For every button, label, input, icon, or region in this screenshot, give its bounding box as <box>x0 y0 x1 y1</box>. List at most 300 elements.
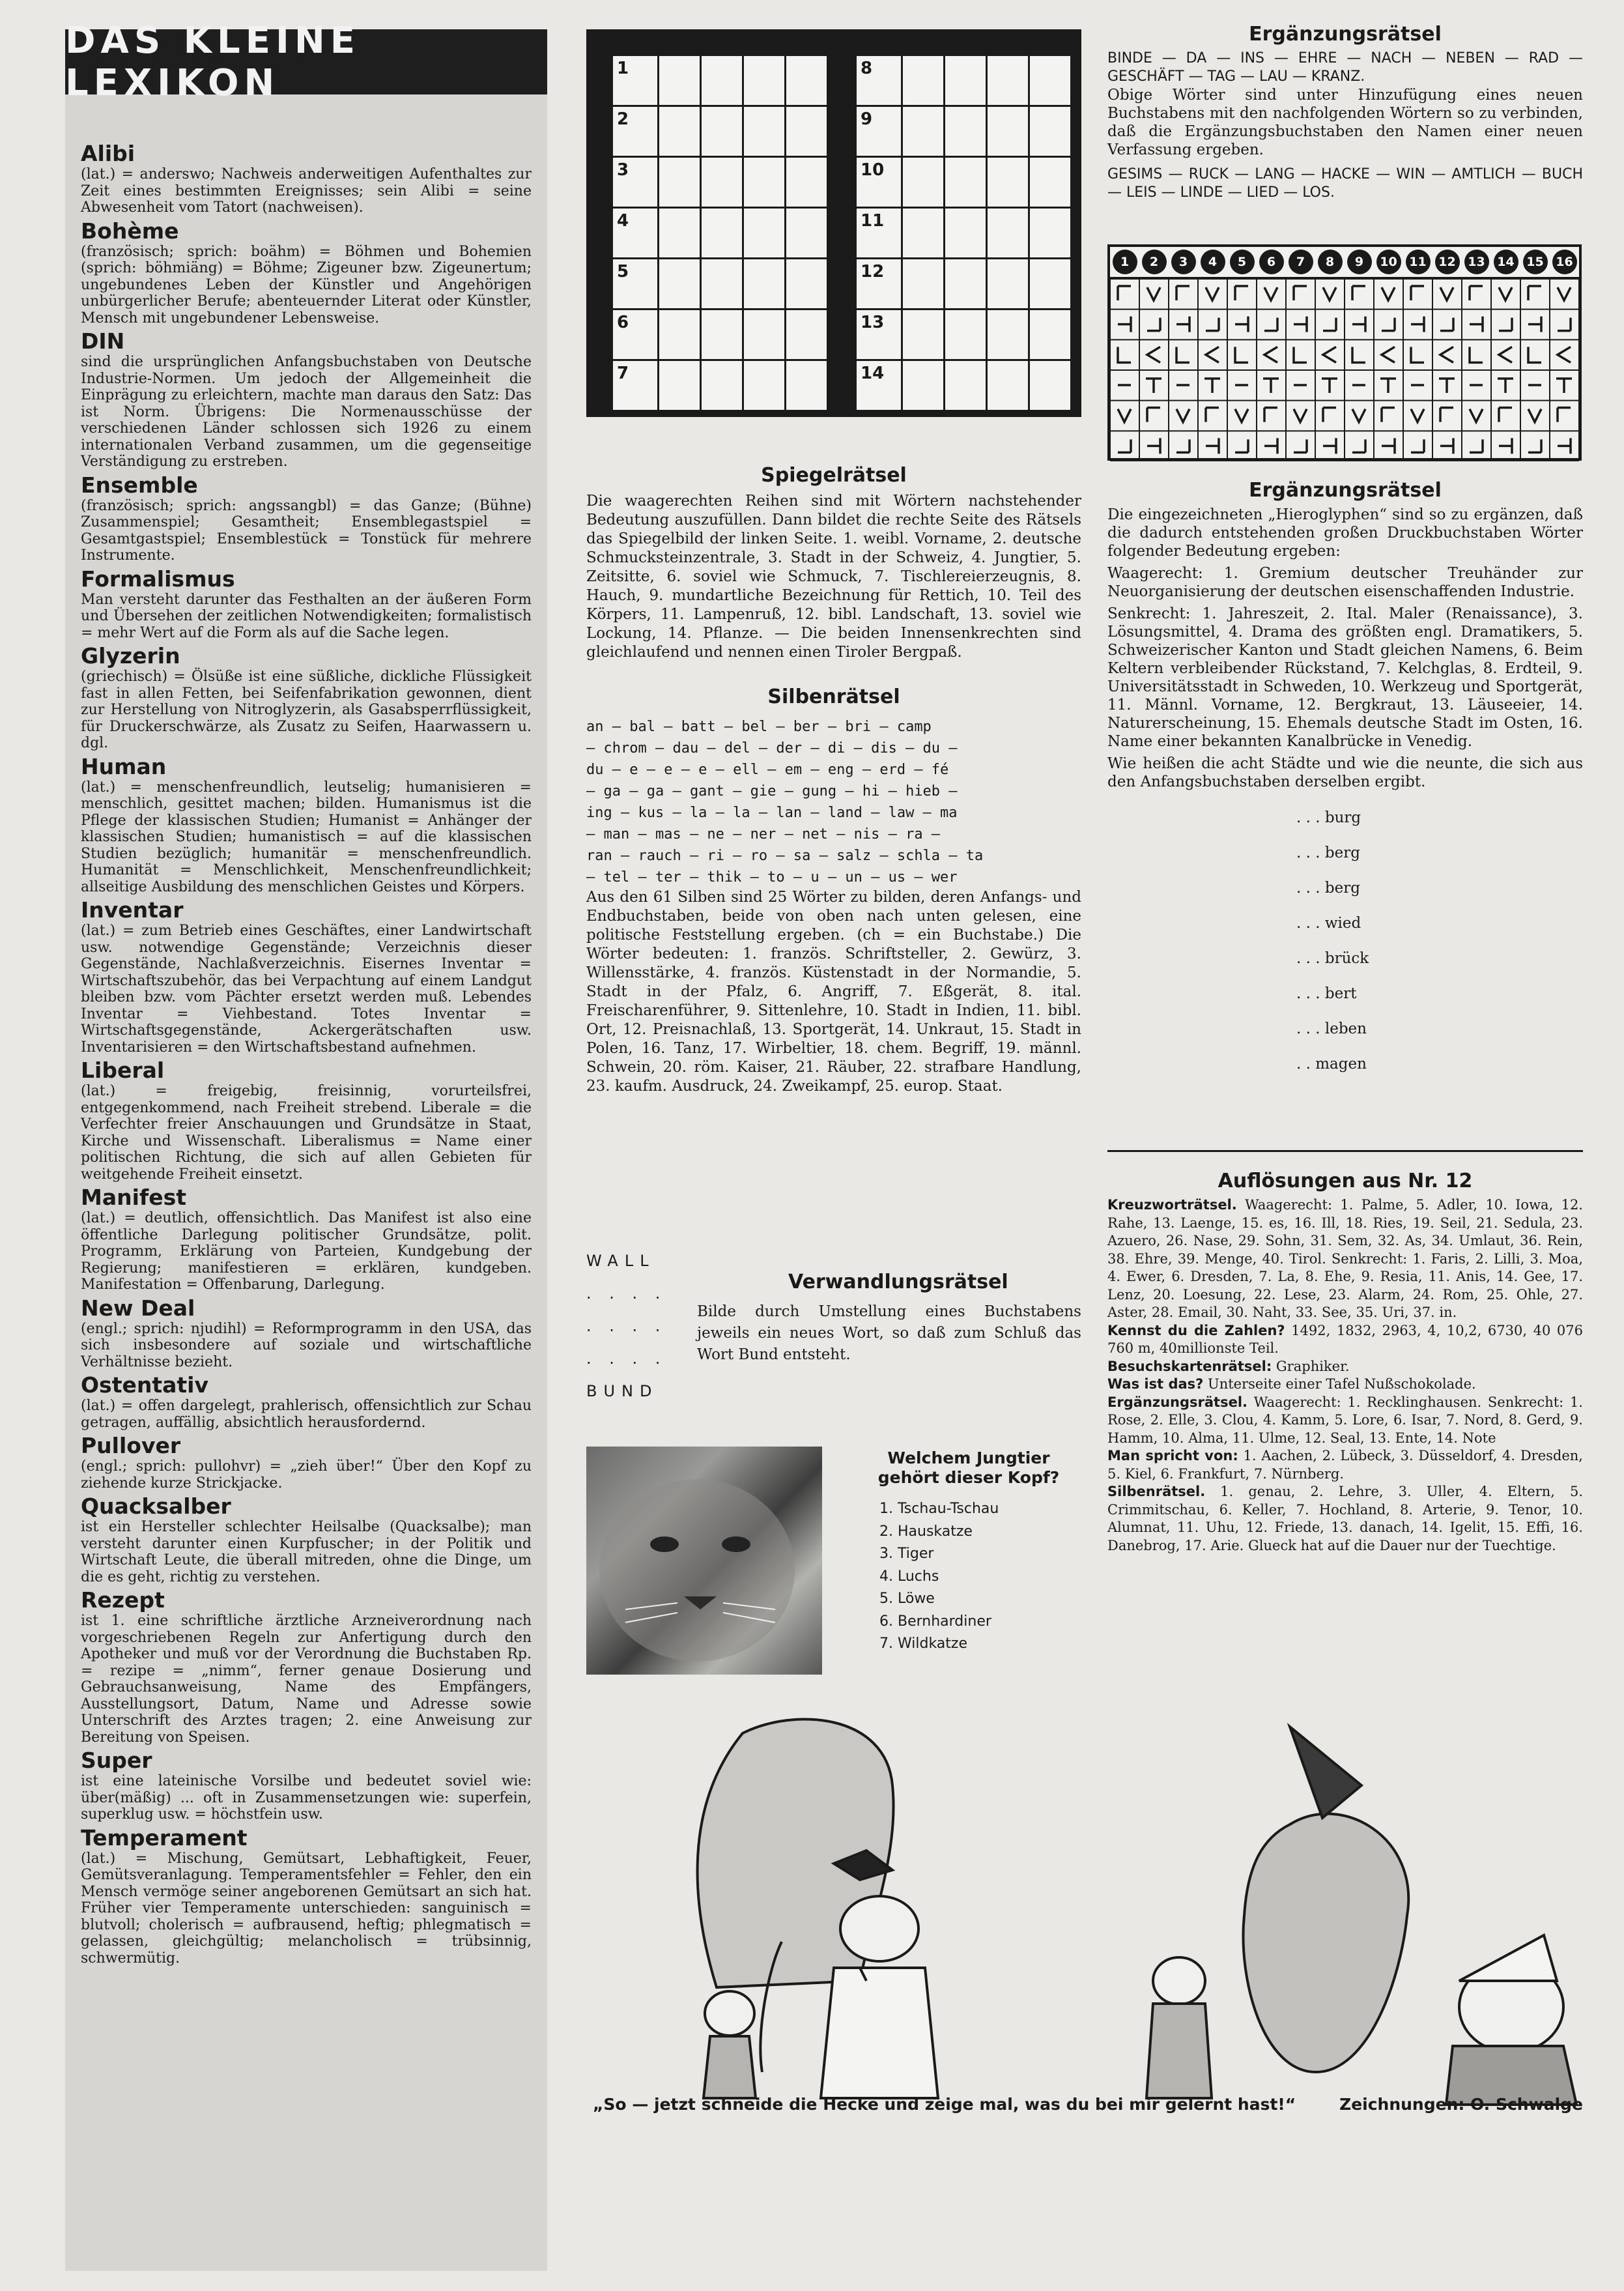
aufloesungen-block <box>1107 1170 1583 1555</box>
grid-cell[interactable] <box>701 360 743 411</box>
lexikon-entry <box>81 1058 532 1183</box>
grid-cell[interactable] <box>743 310 786 360</box>
solution-label: Besuchskartenrätsel: <box>1107 1358 1272 1374</box>
grid-cell[interactable] <box>945 259 987 310</box>
lexikon-entry <box>81 329 532 470</box>
grid-cell[interactable] <box>987 310 1029 360</box>
syllable-line: — man — mas — ne — ner — net — nis — ra — <box>586 826 941 843</box>
hieroglyph-fragment <box>1470 439 1483 452</box>
jungtier-option: 7. Wildkatze <box>879 1635 967 1652</box>
grid-cell[interactable]: 12 <box>856 259 902 310</box>
cartoon-caption: „So — jetzt schneide die Hecke und zeige mal, was du bei mir gelernt hast!“ <box>593 2095 1296 2114</box>
city-suffix: . . magen <box>1296 1056 1367 1073</box>
hieroglyph-fragment <box>1118 347 1131 362</box>
hieroglyph-fragment <box>1411 347 1424 362</box>
hieroglyph-number: 4 <box>1201 250 1225 274</box>
solution-item <box>1107 1447 1583 1483</box>
grid-cell[interactable] <box>659 259 701 310</box>
lexikon-definition: ist eine lateinische Vorsilbe und bedeutet soviel wie: über(mäßig) ... oft in Zusammensetzungen wie: superfein, superklug usw. = höchstfein usw. <box>81 1773 532 1823</box>
lexikon-entry <box>81 1748 532 1823</box>
hieroglyph-fragment <box>1146 379 1161 393</box>
grid-cell[interactable] <box>945 106 987 157</box>
hieroglyph-number: 9 <box>1347 250 1372 274</box>
city-suffix: . . . leben <box>1296 1020 1367 1037</box>
ladder-step: BUND <box>586 1382 659 1400</box>
hieroglyph-fragment <box>1118 286 1131 300</box>
aufloesungen-items <box>1107 1196 1583 1555</box>
hieroglyph-fragment <box>1118 317 1131 332</box>
hieroglyph-fragment <box>1440 287 1453 300</box>
syllable-line: ran — rauch — ri — ro — sa — salz — schla — ta <box>586 848 984 864</box>
lexikon-term: Quacksalber <box>81 1493 231 1519</box>
jungtier-option: 2. Hauskatze <box>879 1523 973 1540</box>
grid-cell[interactable] <box>987 360 1029 411</box>
grid-cell[interactable]: 13 <box>856 310 902 360</box>
lexikon-term: Formalismus <box>81 566 235 592</box>
grid-cell[interactable]: 1 <box>612 55 659 106</box>
hieroglyph-fragment <box>1382 438 1395 454</box>
spiegel-text: Die waagerechten Reihen sind mit Wörtern nachstehender Bedeutung auszufüllen. Dann bildet die rechte Seite des Rätsels das Spiegelbild der linken Seite. 1. weibl. Vorname, 2. deutsche Schmucksteinzentrale, 3. Stadt in der Schweiz, 4. Jungtier, 5. Zeitsitte, 6. soviel wie Schmuck, 7. Tischlereierzeugnis, 8. Hauch, 9. mundartliche Bezeichnung für Rettich, 10. Teil des Körpers, 11. Lampenruß, 12. bibl. Landschaft, 13. soviel wie Lockung, 14. Pflanze. — Die beiden Innensenkrechten sind gleichlaufend und nennen einen Tiroler Bergpaß. <box>586 493 1081 661</box>
jungtier-option: 6. Bernhardiner <box>879 1613 991 1630</box>
grid-cell[interactable] <box>786 310 828 360</box>
grid-cell[interactable] <box>987 106 1029 157</box>
grid-cell[interactable] <box>945 360 987 411</box>
grid-cell[interactable]: 6 <box>612 310 659 360</box>
hieroglyph-fragment <box>1264 318 1277 331</box>
syllable-line: — tel — ter — thik — to — u — un — us — wer <box>586 869 958 886</box>
city-suffix: . . . bert <box>1296 985 1357 1002</box>
lexikon-entry <box>81 1434 532 1491</box>
hieroglyph-fragment <box>1352 317 1365 332</box>
hieroglyph-fragment <box>1118 439 1131 452</box>
lexikon-definition: (lat.) = offen dargelegt, prahlerisch, offensichtlich zur Schau getragen, auffällig, absichtlich herausfordernd. <box>81 1398 532 1431</box>
lexikon-definition: (lat.) = menschenfreundlich, leutselig; humanisieren = menschlich, gesittet machen; bilden. Humanismus ist die Pflege der klassischen Studien; Humanist = Anhänger der klassischen Studien; humanistisch = auf die klassischen Studien bezüglich; humanitär = menschenfreundlich. Humanität = Menschlichkeit, Menschenfreundlichkeit; allseitige Ausbildung des menschlichen Geistes und Körpers. <box>81 779 532 895</box>
lexikon-term: Pullover <box>81 1433 181 1458</box>
spiegel-grid-right <box>855 54 1072 412</box>
grid-cell[interactable] <box>1029 259 1072 310</box>
hieroglyph-number: 7 <box>1289 250 1313 274</box>
grid-cell[interactable] <box>902 157 945 208</box>
grid-cell[interactable]: 7 <box>612 360 659 411</box>
syllable-line: ing — kus — la — la — lan — land — law — ma <box>586 805 958 821</box>
hieroglyph-fragment <box>1206 347 1219 362</box>
hieroglyph-fragment <box>1352 409 1365 422</box>
hieroglyph-fragment <box>1440 347 1453 362</box>
grid-cell[interactable] <box>786 106 828 157</box>
spiegel-grid-left <box>611 54 829 412</box>
hieroglyph-fragment <box>1352 286 1365 300</box>
lexikon-term: Bohème <box>81 218 179 244</box>
hieroglyph-fragment <box>1470 286 1483 300</box>
hieroglyph-fragment <box>1528 286 1541 300</box>
lexikon-definition: (lat.) = Mischung, Gemütsart, Lebhaftigkeit, Feuer, Gemütsveranlagung. Temperamentsfehler = Fehler, den ein Mensch vermöge seiner angeborenen Gemütsart an sich hat. Früher vier Temperamente unterschieden: sanguinisch = blutvoll; cholerisch = aufbrausend, heftig; phlegmatisch = gelassen, gleichgültig; melancholisch = trübsinnig, schwermütig. <box>81 1850 532 1967</box>
lexikon-entry <box>81 644 532 752</box>
hieroglyph-number: 10 <box>1376 250 1401 274</box>
lexikon-term: Alibi <box>81 141 135 166</box>
hieroglyph-fragment <box>1499 347 1512 362</box>
hieroglyph-number: 3 <box>1171 250 1196 274</box>
grid-cell[interactable] <box>945 208 987 259</box>
hieroglyph-fragment <box>1470 347 1483 362</box>
lexikon-term: Liberal <box>81 1058 165 1083</box>
grid-cell[interactable] <box>743 157 786 208</box>
hieroglyph-fragment <box>1147 347 1160 362</box>
hieroglyph-number: 8 <box>1318 250 1343 274</box>
solution-label: Ergänzungsrätsel. <box>1107 1394 1247 1410</box>
hieroglyph-fragment <box>1147 408 1160 422</box>
grid-cell[interactable]: 11 <box>856 208 902 259</box>
ladder-step: WALL <box>586 1252 655 1270</box>
jungtier-option: 1. Tschau-Tschau <box>879 1501 999 1517</box>
grid-cell[interactable] <box>987 259 1029 310</box>
grid-cell[interactable] <box>987 208 1029 259</box>
jungtier-quiz <box>861 1448 1076 1656</box>
ergaenzung1-words1: BINDE — DA — INS — EHRE — NACH — NEBEN — RAD — GESCHÄFT — TAG — LAU — KRANZ. <box>1107 50 1583 85</box>
hieroglyph-fragment <box>1118 409 1131 422</box>
lexikon-term: Ostentativ <box>81 1372 208 1398</box>
solution-text: Graphiker. <box>1275 1358 1350 1374</box>
hieroglyph-fragment <box>1294 317 1307 332</box>
hieroglyph-fragment <box>1470 409 1483 422</box>
grid-cell[interactable] <box>701 208 743 259</box>
lexikon-term: Rezept <box>81 1587 165 1613</box>
grid-cell[interactable] <box>701 259 743 310</box>
city-suffix: . . . berg <box>1296 844 1360 861</box>
hieroglyph-fragment <box>1439 379 1455 393</box>
grid-cell[interactable] <box>1029 208 1072 259</box>
hieroglyph-fragment <box>1264 347 1277 362</box>
lexikon-definition: ist 1. eine schriftliche ärztliche Arzneiverordnung nach vorgeschriebenen Regeln zur Anfertigung durch den Apotheker und muß vor der Verordnung die Buchstaben Rp. = rezipe = „nimm“, ferner genaue Dosierung und Gebrauchsanweisung, Name des Empfängers, Ausstellungsort, Datum, Name und Adresse sowie Unterschrift des Arztes tragen; 2. eine Anweisung zur Bereitung von Speisen. <box>81 1613 532 1746</box>
solution-text: Waagerecht: 1. Palme, 5. Adler, 10. Iowa, 12. Rahe, 13. Laenge, 15. es, 16. Ill, 18. Ries, 19. Seil, 21. Sedula, 23. Azuero, 26. Nase, 29. Sohn, 31. Sem, 32. As, 34. Umlaut, 36. Rein, 38. Ehre, 39. Menge, 40. Tirol. Senkrecht: 1. Faris, 2. Lilli, 3. Moa, 4. Ewer, 6. Dresden, 7. La, 8. Ehe, 9. Resia, 11. Anis, 14. Gee, 17. Lenz, 20. Loesung, 22. Lese, 23. Alarm, 24. Rom, 25. Ohle, 27. Aster, 28. Email, 30. Naht, 33. See, 35. Uri, 37. in. <box>1107 1197 1583 1320</box>
grid-cell[interactable] <box>701 157 743 208</box>
aufloesungen-title: Auflösungen aus Nr. 12 <box>1218 1170 1473 1192</box>
spiegel-grid-panel <box>586 29 1081 417</box>
divider <box>1107 1150 1583 1152</box>
hieroglyph-fragment <box>1323 438 1336 454</box>
grid-cell[interactable] <box>786 208 828 259</box>
ergaenzung2-intro: Die eingezeichneten „Hieroglyphen“ sind so zu ergänzen, daß die dadurch entstehenden großen Druckbuchstaben Wörter folgender Bedeutung ergeben: <box>1107 506 1583 560</box>
hieroglyph-number: 5 <box>1230 250 1255 274</box>
hieroglyph-fragment <box>1323 347 1336 362</box>
grid-cell[interactable] <box>659 157 701 208</box>
hieroglyph-fragment <box>1323 408 1336 422</box>
hieroglyph-fragment <box>1411 409 1424 422</box>
hieroglyph-marks <box>1110 279 1579 461</box>
hieroglyph-fragment <box>1264 287 1277 300</box>
grid-cell[interactable] <box>902 55 945 106</box>
middle-column <box>586 29 1081 1652</box>
cat-face-icon <box>586 1447 822 1675</box>
hieroglyph-fragment <box>1235 286 1248 300</box>
ergaenzung1-text: Obige Wörter sind unter Hinzufügung eines neuen Buchstabens mit den nachfolgenden Wörtern so zu verbinden, daß die Ergänzungsbuchstaben den Namen einer neuen Verfassung ergeben. <box>1107 87 1583 158</box>
ergaenzung1-words2: GESIMS — RUCK — LANG — HACKE — WIN — AMTLICH — BUCH — LEIS — LINDE — LIED — LOS. <box>1107 166 1583 201</box>
ergaenzung2-question: Wie heißen die acht Städte und wie die neunte, die sich aus den Anfangsbuchstaben derselben ergibt. <box>1107 755 1583 790</box>
hieroglyph-number: 6 <box>1259 250 1284 274</box>
lexikon-term: DIN <box>81 328 125 354</box>
lexikon-definition: Man versteht darunter das Festhalten an der äußeren Form und Übersehen der zeitlichen Notwendigkeiten; formalistisch = mehr Wert auf die Form als auf die Sache legen. <box>81 591 532 641</box>
grid-cell[interactable] <box>1029 360 1072 411</box>
hieroglyph-fragment <box>1382 318 1395 331</box>
ladder-step: . . . . <box>586 1317 667 1335</box>
solution-text: Unterseite einer Tafel Nußschokolade. <box>1208 1376 1476 1392</box>
hieroglyph-fragment <box>1499 318 1512 331</box>
jungtier-option: 4. Luchs <box>879 1568 939 1585</box>
hieroglyph-fragment <box>1176 439 1190 452</box>
hieroglyph-fragment <box>1206 287 1219 300</box>
grid-cell[interactable] <box>1029 106 1072 157</box>
grid-cell[interactable]: 8 <box>856 55 902 106</box>
syllable-line: an — bal — batt — bel — ber — bri — camp <box>586 719 932 735</box>
grid-cell[interactable] <box>743 208 786 259</box>
grid-cell[interactable] <box>902 106 945 157</box>
grid-cell[interactable]: 14 <box>856 360 902 411</box>
solution-label: Kreuzworträtsel. <box>1107 1197 1237 1213</box>
hieroglyph-fragment <box>1440 318 1453 331</box>
hieroglyph-number: 2 <box>1142 250 1167 274</box>
grid-cell[interactable] <box>786 259 828 310</box>
hieroglyph-fragment <box>1206 318 1219 331</box>
ergaenzung2-block <box>1107 479 1583 1082</box>
city-suffix: . . . burg <box>1296 809 1361 826</box>
hieroglyph-fragment <box>1294 439 1307 452</box>
lexikon-entry <box>81 1494 532 1585</box>
hieroglyph-fragment <box>1440 438 1453 454</box>
hieroglyph-fragment <box>1323 318 1336 331</box>
hieroglyph-fragment <box>1382 347 1395 362</box>
hieroglyph-fragment <box>1264 408 1277 422</box>
lexikon-term: Super <box>81 1748 152 1773</box>
grid-cell[interactable] <box>659 360 701 411</box>
hieroglyph-fragment <box>1558 438 1571 454</box>
hieroglyph-fragment <box>1206 408 1219 422</box>
solution-text: 1. genau, 2. Lehre, 3. Uller, 4. Eltern, 5. Crimmitschau, 6. Keller, 7. Hochland, 8. Arterie, 9. Tenor, 10. Alumnat, 11. Uhu, 12. Friede, 13. danach, 14. Igelit, 15. Effi, 16. Danebrog, 17. Arie. Glueck hat auf die Dauer nur der Tuechtige. <box>1107 1484 1583 1553</box>
grid-cell[interactable] <box>743 55 786 106</box>
solution-label: Was ist das? <box>1107 1376 1204 1392</box>
lexikon-entry <box>81 1826 532 1967</box>
silben-title: Silbenrätsel <box>767 685 900 708</box>
lexikon-entry <box>81 141 532 216</box>
grid-cell[interactable]: 9 <box>856 106 902 157</box>
hieroglyph-number: 13 <box>1464 250 1489 274</box>
lexikon-entry <box>81 1588 532 1746</box>
hieroglyph-fragment <box>1440 408 1453 422</box>
hieroglyph-fragment <box>1176 347 1190 362</box>
lexikon-term: Human <box>81 753 167 779</box>
grid-cell[interactable] <box>786 360 828 411</box>
grid-cell[interactable] <box>1029 157 1072 208</box>
hieroglyph-fragment <box>1235 439 1248 452</box>
lexikon-entries <box>65 94 547 1967</box>
grid-cell[interactable] <box>743 360 786 411</box>
grid-cell[interactable] <box>743 106 786 157</box>
hieroglyph-fragment <box>1499 408 1512 422</box>
grid-cell[interactable] <box>945 310 987 360</box>
solution-item <box>1107 1394 1583 1448</box>
solution-item <box>1107 1376 1583 1394</box>
hieroglyph-number: 1 <box>1113 250 1137 274</box>
grid-cell[interactable] <box>902 310 945 360</box>
solution-item <box>1107 1358 1583 1376</box>
grid-cell[interactable] <box>987 157 1029 208</box>
solution-label: Silbenrätsel. <box>1107 1484 1206 1499</box>
lexikon-definition: (französisch; sprich: angssangbl) = das Ganze; (Bühne) Zusammenspiel; Gesamtheit; Ensemblegastspiel = Gesamtgastspiel; Ensemblestück = Tonstück für mehrere Instrumente. <box>81 497 532 564</box>
syllable-line: — ga — ga — gant — gie — gung — hi — hieb — <box>586 783 958 800</box>
lexikon-definition: (lat.) = zum Betrieb eines Geschäftes, einer Landwirtschaft usw. notwendige Gegenstände; Verzeichnis dieser Gegenstände, Nachlaßverzeichnis. Eisernes Inventar = Wirtschaftszubehör, das bei Verpachtung auf einem Landgut bleiben bzw. vom Pächter ersetzt werden muß. Lebendes Inventar = Viehbestand. Totes Inventar = Wirtschaftsgegenstände, Ackergerätschaften usw. Inventarisieren = den Wirtschaftsbestand aufnehmen. <box>81 923 532 1056</box>
hieroglyph-fragment <box>1558 347 1571 362</box>
hieroglyph-fragment <box>1294 347 1307 362</box>
hieroglyph-number-row <box>1110 247 1579 279</box>
ladder-step: . . . . <box>586 1284 667 1303</box>
grid-cell[interactable] <box>902 259 945 310</box>
hieroglyph-fragment <box>1263 379 1279 393</box>
solution-text: 1. Aachen, 2. Lübeck, 3. Düsseldorf, 4. Dresden, 5. Kiel, 6. Frankfurt, 7. Nürnberg. <box>1107 1448 1583 1482</box>
grid-cell[interactable] <box>987 55 1029 106</box>
grid-cell[interactable] <box>902 208 945 259</box>
hieroglyph-fragment <box>1470 317 1483 332</box>
hieroglyph-fragment <box>1294 409 1307 422</box>
grid-cell[interactable] <box>1029 310 1072 360</box>
animal-head-photo <box>586 1447 822 1675</box>
lexikon-term: Ensemble <box>81 472 198 498</box>
grid-cell[interactable] <box>701 310 743 360</box>
hieroglyph-fragment <box>1206 438 1219 454</box>
city-suffix: . . . berg <box>1296 880 1360 897</box>
lexikon-entry <box>81 1373 532 1431</box>
lexikon-entry <box>81 219 532 327</box>
grid-cell[interactable] <box>659 106 701 157</box>
city-suffix-list <box>1107 800 1583 1082</box>
grid-cell[interactable] <box>659 310 701 360</box>
grid-cell[interactable]: 5 <box>612 259 659 310</box>
solution-item <box>1107 1483 1583 1555</box>
lexikon-definition: (lat.) = deutlich, offensichtlich. Das Manifest ist also eine öffentliche Darlegung politischer Grundsätze, polit. Programm, Erklärung von Parteien, Kundgebung der Regierung; manifestieren = erklären, kundgeben. Manifestation = Offenbarung, Darlegung. <box>81 1210 532 1293</box>
solution-text: 1492, 1832, 2963, 4, 10,2, 6730, 40 076 760 m, 40millionste Teil. <box>1107 1322 1583 1356</box>
grid-cell[interactable] <box>701 106 743 157</box>
lexikon-term: Glyzerin <box>81 643 180 669</box>
hieroglyph-fragment <box>1235 317 1248 332</box>
hieroglyph-fragment <box>1264 438 1277 454</box>
lexikon-column <box>65 20 547 2271</box>
hieroglyph-fragment <box>1558 318 1571 331</box>
ergaenzung1-title: Ergänzungsrätsel <box>1249 23 1442 46</box>
hieroglyph-fragment <box>1499 287 1512 300</box>
hieroglyph-grid <box>1107 244 1582 461</box>
jungtier-option: 5. Löwe <box>879 1591 935 1607</box>
hieroglyph-number: 11 <box>1406 250 1431 274</box>
hieroglyph-fragment <box>1411 439 1424 452</box>
jungtier-options <box>861 1498 1076 1656</box>
hieroglyph-fragment <box>1352 439 1365 452</box>
grid-cell[interactable] <box>701 55 743 106</box>
hieroglyph-fragment <box>1528 347 1541 362</box>
cartoon-credit: Zeichnungen: O. Schwalge <box>1339 2095 1583 2114</box>
hieroglyph-fragment <box>1352 347 1365 362</box>
hieroglyph-number: 16 <box>1552 250 1577 274</box>
hieroglyph-fragment <box>1235 347 1248 362</box>
hieroglyph-fragment <box>1558 287 1571 300</box>
lexikon-term: Inventar <box>81 897 184 923</box>
hieroglyph-fragment <box>1204 379 1220 393</box>
hieroglyph-fragment <box>1499 438 1512 454</box>
grid-cell[interactable] <box>945 55 987 106</box>
grid-cell[interactable] <box>786 55 828 106</box>
lexikon-term: Manifest <box>81 1185 187 1210</box>
hieroglyph-fragment <box>1176 317 1190 332</box>
grid-cell[interactable] <box>659 208 701 259</box>
ergaenzung2-title: Ergänzungsrätsel <box>1249 479 1442 502</box>
hieroglyph-fragment <box>1411 286 1424 300</box>
hieroglyph-fragment <box>1558 408 1571 422</box>
hieroglyph-fragment <box>1322 379 1337 393</box>
jungtier-option: 3. Tiger <box>879 1546 934 1562</box>
lexikon-entry <box>81 898 532 1056</box>
grid-cell[interactable]: 10 <box>856 157 902 208</box>
lexikon-entry <box>81 567 532 642</box>
hieroglyph-fragment <box>1147 318 1160 331</box>
solution-item <box>1107 1322 1583 1358</box>
grid-cell[interactable]: 3 <box>612 157 659 208</box>
grid-cell[interactable]: 2 <box>612 106 659 157</box>
hieroglyph-fragment <box>1556 379 1572 393</box>
jungtier-title: Welchem Jungtier gehört dieser Kopf? <box>877 1448 1060 1487</box>
hieroglyph-fragment <box>1176 409 1190 422</box>
lexikon-term: New Deal <box>81 1295 195 1321</box>
cartoon-illustration <box>586 1707 1583 2111</box>
verwandlung-block <box>697 1271 1081 1366</box>
ergaenzung2-waagerecht: Waagerecht: 1. Gremium deutscher Treuhänder zur Neuorganisierung der deutschen eisenschaffenden Industrie. <box>1107 565 1583 600</box>
verwandlung-ladder <box>586 1245 666 1407</box>
solution-item <box>1107 1196 1583 1322</box>
lexikon-definition: (lat.) = anderswo; Nachweis anderweitigen Aufenthaltes zur Zeit eines bestimmten Ereignisses; sein Alibi = seine Abwesenheit vom Tatort (nachweisen). <box>81 166 532 216</box>
silben-text: Aus den 61 Silben sind 25 Wörter zu bilden, deren Anfangs- und Endbuchstaben, beide von oben nach unten gelesen, eine politische Feststellung ergeben. (ch = ein Buchstabe.) Die Wörter bedeuten: 1. französ. Schriftsteller, 2. Gewürz, 3. Willensstärke, 4. französ. Küstenstadt in der Normandie, 5. Stadt in der Pfalz, 6. Angriff, 7. Eßgerät, 8. ital. Freischarenführer, 9. Sittenlehre, 10. Stadt in Indien, 11. bibl. Ort, 12. Preisnachlaß, 13. Sportgerät, 14. Unkraut, 15. Stadt in Polen, 16. Tanz, 17. Wirbeltier, 18. chem. Begriff, 19. männl. Schwein, 20. röm. Kaiser, 21. Räuber, 22. strafbare Handlung, 23. kaufm. Ausdruck, 24. Zweikampf, 25. europ. Staat. <box>586 889 1081 1095</box>
hieroglyph-fragment <box>1176 286 1190 300</box>
grid-cell[interactable] <box>902 360 945 411</box>
lexikon-definition: (lat.) = freigebig, freisinnig, vorurteilsfrei, entgegenkommend, nach Freiheit strebend. Liberale = die Verfechter freier Anschauungen und Grundsätze in Staat, Kirche und Wissenschaft. Liberalismus = Name einer politischen Richtung, die sich auf allen Gebieten für weitgehende Freiheit einsetzt. <box>81 1083 532 1183</box>
lexikon-entry <box>81 755 532 896</box>
lexikon-title: DAS KLEINE LEXIKON <box>65 29 547 94</box>
solution-text: Waagerecht: 1. Recklinghausen. Senkrecht: 1. Rose, 2. Elle, 3. Clou, 4. Kamm, 5. Lore, 6. Isar, 7. Nord, 8. Gerd, 9. Hamm, 10. Alma, 11. Ulme, 12. Seal, 13. Ente, 14. Note <box>1107 1394 1583 1446</box>
ladder-step: . . . . <box>586 1349 667 1368</box>
lexikon-definition: ist ein Hersteller schlechter Heilsalbe (Quacksalbe); man versteht darunter einen Kurpfuscher; in der Politik und Wirtschaft Leute, die überall mitreden, ohne die Dinge, um die es geht, richtig zu verstehen. <box>81 1519 532 1585</box>
lexikon-term: Temperament <box>81 1824 248 1851</box>
spiegel-title: Spiegelrätsel <box>761 464 907 487</box>
hieroglyph-fragment <box>1235 409 1248 422</box>
grid-cell[interactable] <box>945 157 987 208</box>
grid-cell[interactable] <box>659 55 701 106</box>
hieroglyph-fragment <box>1528 439 1541 452</box>
lexikon-definition: (griechisch) = Ölsüße ist eine süßliche, dickliche Flüssigkeit fast in allen Fetten, bei Seifenfabrikation gewonnen, dient zur Herstellung von Nitroglyzerin, als Gasabsperrflüssigkeit, für Druckerschwärze, als Zusatz zu Seifen, Haarwassern u. dgl. <box>81 669 532 751</box>
hieroglyph-fragment <box>1147 438 1160 454</box>
right-column <box>1107 23 1583 1553</box>
lexikon-definition: (französisch; sprich: boähm) = Böhmen und Bohemien (sprich: böhmiäng) = Böhme; Zigeuner bzw. Zigeunertum; ungebundenes Leben der Künstler und Angehörigen unbürgerlicher Berufe; abenteuernder Literat oder Künstler, Mensch mit ungebundener Lebensweise. <box>81 243 532 326</box>
ergaenzung2-senkrecht: Senkrecht: 1. Jahreszeit, 2. Ital. Maler (Renaissance), 3. Lösungsmittel, 4. Drama des größten engl. Dramatikers, 5. Schweizerischer Kanton und Stadt gleichen Namens, 6. Beim Keltern verbleibender Rückstand, 7. Kelchglas, 8. Erdteil, 9. Universitätsstadt in Schweden, 10. Werkzeug und Sportgerät, 11. Männl. Vorname, 12. Bergkraut, 13. Läuseeier, 14. Naturerscheinung, 15. Ehemals deutsche Stadt im Osten, 16. Name einer bekannten Kanalbrücke in Venedig. <box>1107 605 1583 750</box>
silben-syllables <box>586 716 1081 888</box>
hieroglyph-fragment <box>1411 317 1424 332</box>
grid-cell[interactable] <box>786 157 828 208</box>
city-suffix: . . . wied <box>1296 915 1361 932</box>
solution-label: Man spricht von: <box>1107 1448 1238 1463</box>
verwandlung-text: Bilde durch Umstellung eines Buchstabens jeweils ein neues Wort, so daß zum Schluß das Wort Bund entsteht. <box>697 1303 1081 1363</box>
lexikon-definition: (engl.; sprich: njudihl) = Reformprogramm in den USA, das sich insbesondere auf soziale und wirtschaftliche Verhältnisse bezieht. <box>81 1320 532 1370</box>
grid-cell[interactable] <box>743 259 786 310</box>
lexikon-definition: sind die ursprünglichen Anfangsbuchstaben von Deutsche Industrie-Normen. Um jedoch der Allgemeinheit die Einprägung zu erleichtern, machte man daraus den Satz: Das ist Norm. Übrigens: Die Normenausschüsse der verschiedenen Länder schlossen sich 1926 zu einem internationalen Verband zusammen, um die gegenseitige Verständigung zu erstreben. <box>81 354 532 470</box>
syllable-line: — chrom — dau — del — der — di — dis — du — <box>586 740 958 756</box>
lexikon-entry <box>81 1185 532 1293</box>
grid-cell[interactable] <box>1029 55 1072 106</box>
lexikon-definition: (engl.; sprich: pullohvr) = „zieh über!“ Über den Kopf zu ziehende kurze Strickjacke. <box>81 1458 532 1491</box>
city-suffix: . . . brück <box>1296 950 1369 967</box>
grid-cell[interactable]: 4 <box>612 208 659 259</box>
